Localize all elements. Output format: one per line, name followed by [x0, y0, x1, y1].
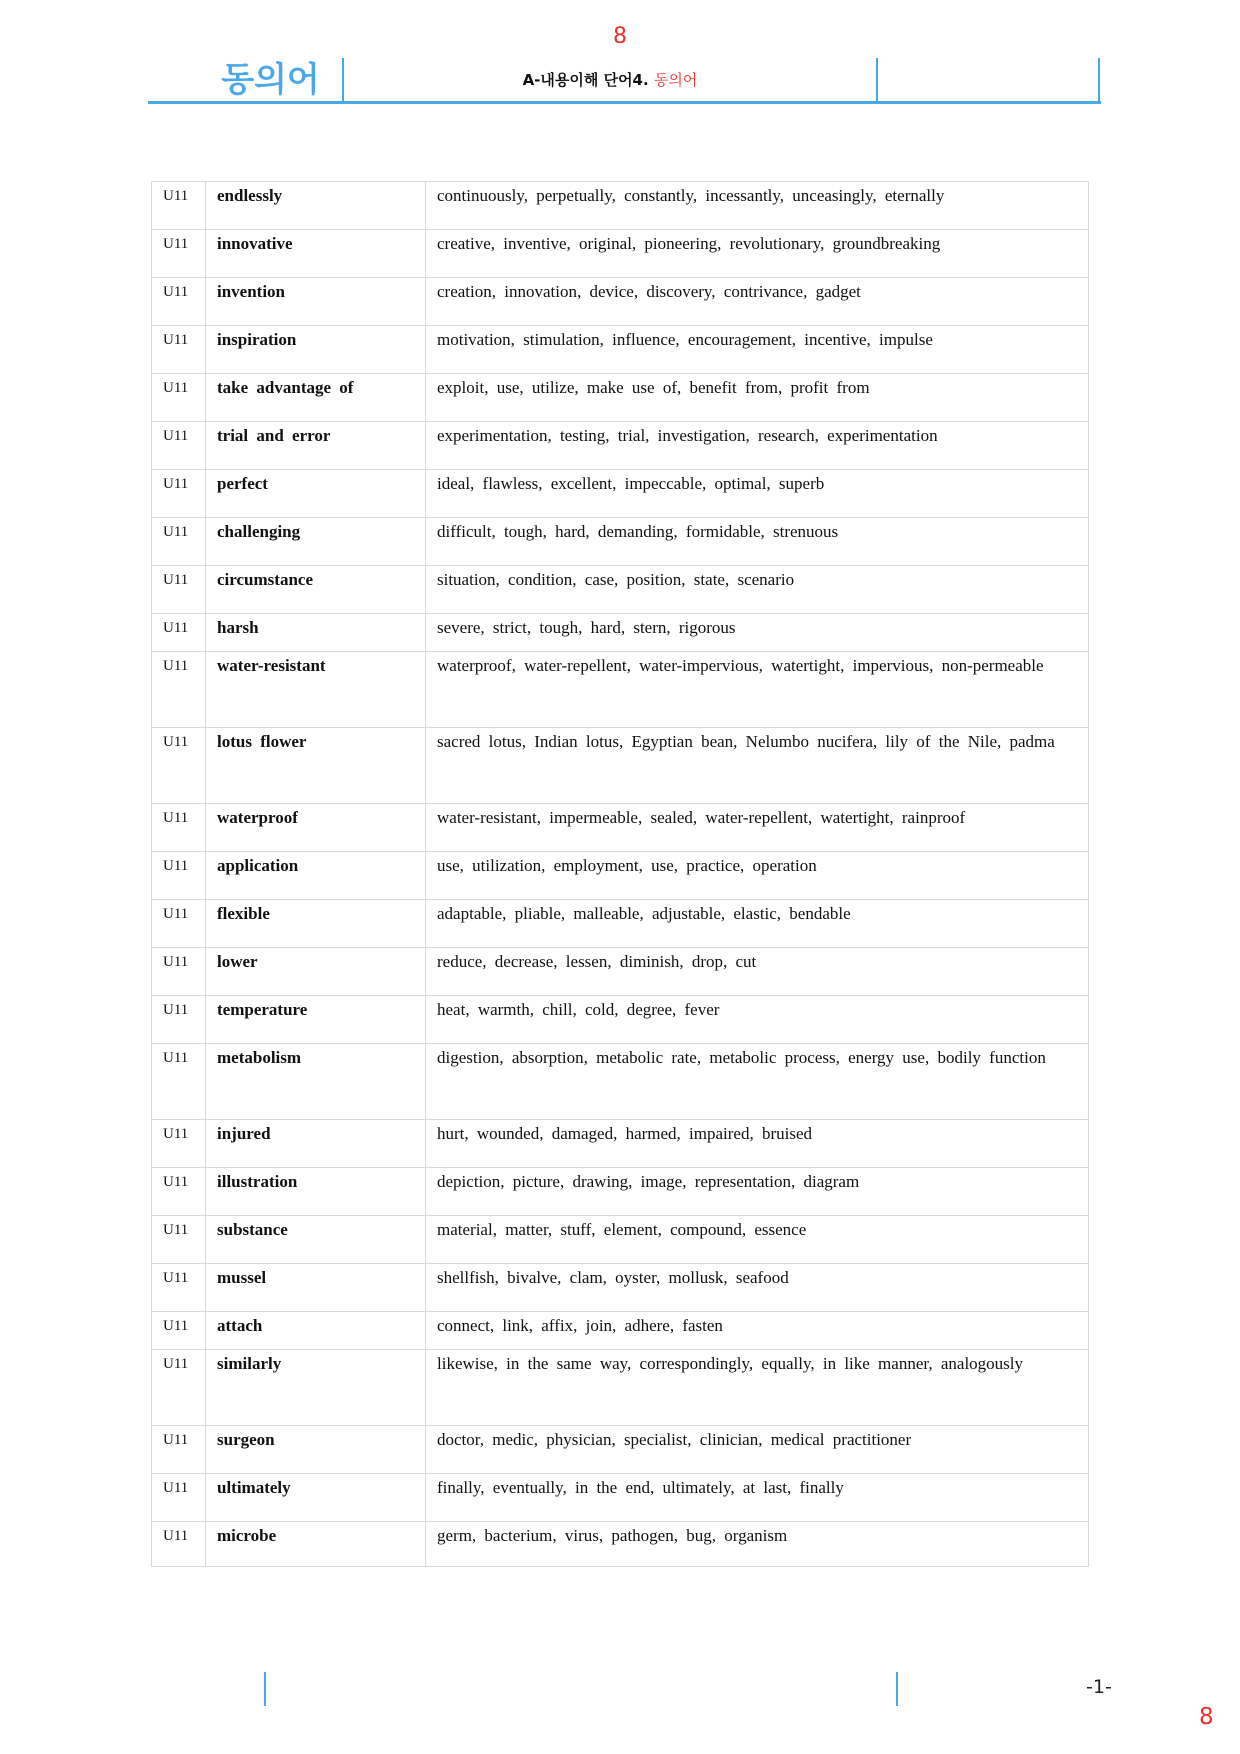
- word-cell: similarly: [206, 1350, 426, 1426]
- synonyms-cell: material, matter, stuff, element, compound, essence: [426, 1216, 1089, 1264]
- unit-cell: U11: [152, 566, 206, 614]
- top-page-number: 8: [613, 24, 627, 49]
- synonym-table-body: [152, 182, 1089, 1567]
- word-cell: invention: [206, 278, 426, 326]
- synonyms-cell: creation, innovation, device, discovery, contrivance, gadget: [426, 278, 1089, 326]
- word-cell: waterproof: [206, 804, 426, 852]
- table-row: [152, 728, 1089, 804]
- unit-cell: U11: [152, 1350, 206, 1426]
- header-title: 동의어: [221, 60, 320, 100]
- synonyms-cell: continuously, perpetually, constantly, incessantly, unceasingly, eternally: [426, 182, 1089, 230]
- table-row: [152, 1522, 1089, 1567]
- synonyms-cell: use, utilization, employment, use, practice, operation: [426, 852, 1089, 900]
- synonyms-cell: ideal, flawless, excellent, impeccable, optimal, superb: [426, 470, 1089, 518]
- unit-cell: U11: [152, 1120, 206, 1168]
- word-cell: water-resistant: [206, 652, 426, 728]
- synonyms-cell: shellfish, bivalve, clam, oyster, mollusk, seafood: [426, 1264, 1089, 1312]
- unit-cell: U11: [152, 1426, 206, 1474]
- table-row: [152, 1120, 1089, 1168]
- unit-cell: U11: [152, 470, 206, 518]
- word-cell: microbe: [206, 1522, 426, 1567]
- table-row: [152, 470, 1089, 518]
- word-cell: attach: [206, 1312, 426, 1350]
- table-row: [152, 422, 1089, 470]
- header-subtitle: [346, 68, 874, 92]
- table-row: [152, 900, 1089, 948]
- unit-cell: U11: [152, 326, 206, 374]
- synonyms-cell: severe, strict, tough, hard, stern, rigorous: [426, 614, 1089, 652]
- synonyms-cell: doctor, medic, physician, specialist, clinician, medical practitioner: [426, 1426, 1089, 1474]
- table-row: [152, 326, 1089, 374]
- page-header: [148, 58, 1101, 104]
- table-row: [152, 374, 1089, 422]
- table-row: [152, 182, 1089, 230]
- table-row: [152, 278, 1089, 326]
- word-cell: challenging: [206, 518, 426, 566]
- synonyms-cell: likewise, in the same way, correspondingly, equally, in like manner, analogously: [426, 1350, 1089, 1426]
- table-row: [152, 852, 1089, 900]
- unit-cell: U11: [152, 728, 206, 804]
- unit-cell: U11: [152, 1264, 206, 1312]
- synonyms-cell: sacred lotus, Indian lotus, Egyptian bean, Nelumbo nucifera, lily of the Nile, padma: [426, 728, 1089, 804]
- word-cell: harsh: [206, 614, 426, 652]
- synonyms-cell: heat, warmth, chill, cold, degree, fever: [426, 996, 1089, 1044]
- table-row: [152, 566, 1089, 614]
- unit-cell: U11: [152, 1168, 206, 1216]
- unit-cell: U11: [152, 1044, 206, 1120]
- synonyms-cell: difficult, tough, hard, demanding, formidable, strenuous: [426, 518, 1089, 566]
- header-divider: [1098, 58, 1100, 104]
- word-cell: application: [206, 852, 426, 900]
- synonyms-cell: water-resistant, impermeable, sealed, water-repellent, watertight, rainproof: [426, 804, 1089, 852]
- word-cell: endlessly: [206, 182, 426, 230]
- synonym-table: [151, 181, 1089, 1567]
- word-cell: illustration: [206, 1168, 426, 1216]
- word-cell: circumstance: [206, 566, 426, 614]
- word-cell: perfect: [206, 470, 426, 518]
- table-row: [152, 1426, 1089, 1474]
- table-row: [152, 1312, 1089, 1350]
- word-cell: injured: [206, 1120, 426, 1168]
- synonyms-cell: motivation, stimulation, influence, encouragement, incentive, impulse: [426, 326, 1089, 374]
- word-cell: lower: [206, 948, 426, 996]
- footer-divider: [264, 1672, 266, 1706]
- synonyms-cell: finally, eventually, in the end, ultimately, at last, finally: [426, 1474, 1089, 1522]
- table-row: [152, 804, 1089, 852]
- unit-cell: U11: [152, 278, 206, 326]
- header-subtitle-accent: 동의어: [653, 71, 698, 89]
- table-row: [152, 1264, 1089, 1312]
- synonyms-cell: depiction, picture, drawing, image, representation, diagram: [426, 1168, 1089, 1216]
- synonyms-cell: digestion, absorption, metabolic rate, metabolic process, energy use, bodily function: [426, 1044, 1089, 1120]
- synonyms-cell: reduce, decrease, lessen, diminish, drop, cut: [426, 948, 1089, 996]
- unit-cell: U11: [152, 422, 206, 470]
- word-cell: ultimately: [206, 1474, 426, 1522]
- unit-cell: U11: [152, 996, 206, 1044]
- synonyms-cell: waterproof, water-repellent, water-impervious, watertight, impervious, non-permeable: [426, 652, 1089, 728]
- table-row: [152, 1216, 1089, 1264]
- word-cell: take advantage of: [206, 374, 426, 422]
- unit-cell: U11: [152, 374, 206, 422]
- word-cell: lotus flower: [206, 728, 426, 804]
- synonyms-cell: creative, inventive, original, pioneering, revolutionary, groundbreaking: [426, 230, 1089, 278]
- word-cell: innovative: [206, 230, 426, 278]
- synonyms-cell: hurt, wounded, damaged, harmed, impaired, bruised: [426, 1120, 1089, 1168]
- header-divider: [876, 58, 878, 104]
- unit-cell: U11: [152, 652, 206, 728]
- synonyms-cell: exploit, use, utilize, make use of, benefit from, profit from: [426, 374, 1089, 422]
- unit-cell: U11: [152, 1522, 206, 1567]
- table-row: [152, 230, 1089, 278]
- table-row: [152, 1474, 1089, 1522]
- word-cell: mussel: [206, 1264, 426, 1312]
- word-cell: metabolism: [206, 1044, 426, 1120]
- unit-cell: U11: [152, 1474, 206, 1522]
- footer-divider: [896, 1672, 898, 1706]
- unit-cell: U11: [152, 230, 206, 278]
- unit-cell: U11: [152, 182, 206, 230]
- table-row: [152, 996, 1089, 1044]
- table-row: [152, 948, 1089, 996]
- table-row: [152, 614, 1089, 652]
- unit-cell: U11: [152, 1312, 206, 1350]
- unit-cell: U11: [152, 948, 206, 996]
- footer-page-label: -1-: [1086, 1676, 1112, 1698]
- word-cell: flexible: [206, 900, 426, 948]
- corner-page-number: 8: [1199, 1704, 1214, 1730]
- word-cell: trial and error: [206, 422, 426, 470]
- unit-cell: U11: [152, 900, 206, 948]
- word-cell: surgeon: [206, 1426, 426, 1474]
- table-row: [152, 1168, 1089, 1216]
- synonyms-cell: adaptable, pliable, malleable, adjustable, elastic, bendable: [426, 900, 1089, 948]
- unit-cell: U11: [152, 518, 206, 566]
- table-row: [152, 518, 1089, 566]
- unit-cell: U11: [152, 804, 206, 852]
- table-row: [152, 1350, 1089, 1426]
- synonyms-cell: germ, bacterium, virus, pathogen, bug, organism: [426, 1522, 1089, 1567]
- synonyms-cell: experimentation, testing, trial, investigation, research, experimentation: [426, 422, 1089, 470]
- header-subtitle-main: A-내용이해 단어4.: [522, 71, 649, 89]
- unit-cell: U11: [152, 1216, 206, 1264]
- table-row: [152, 652, 1089, 728]
- table-row: [152, 1044, 1089, 1120]
- unit-cell: U11: [152, 614, 206, 652]
- unit-cell: U11: [152, 852, 206, 900]
- word-cell: substance: [206, 1216, 426, 1264]
- synonyms-cell: situation, condition, case, position, state, scenario: [426, 566, 1089, 614]
- synonyms-cell: connect, link, affix, join, adhere, fasten: [426, 1312, 1089, 1350]
- word-cell: inspiration: [206, 326, 426, 374]
- word-cell: temperature: [206, 996, 426, 1044]
